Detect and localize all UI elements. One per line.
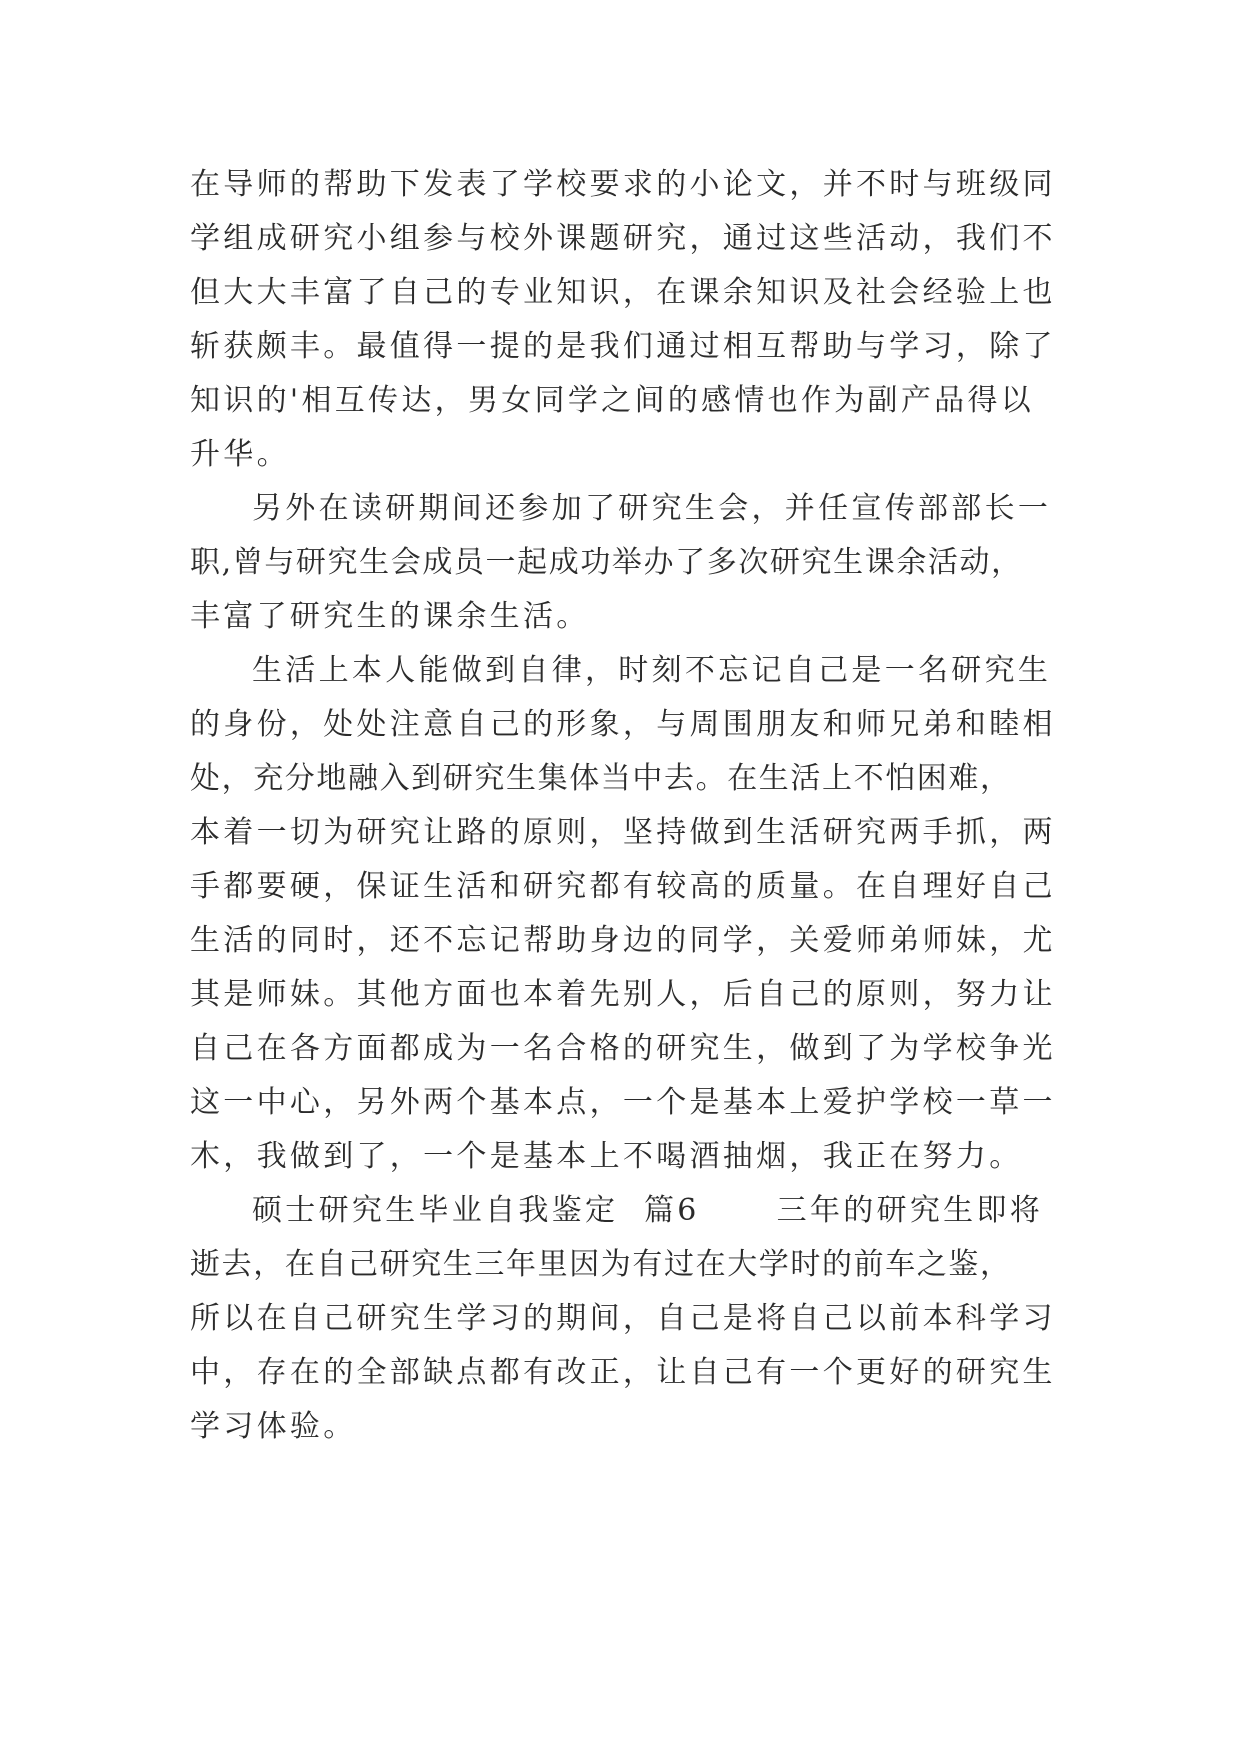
text-line: 的身份，处处注意自己的形象，与周围朋友和师兄弟和睦相 <box>190 707 1056 742</box>
text-line: 木，我做到了，一个是基本上不喝酒抽烟，我正在努力。 <box>190 1139 1023 1174</box>
text-line: 所以在自己研究生学习的期间，自己是将自己以前本科学习 <box>190 1301 1056 1336</box>
text-line: 本着一切为研究让路的原则，坚持做到生活研究两手抓，两 <box>190 815 1056 850</box>
text-line: 丰富了研究生的课余生活。 <box>190 599 590 634</box>
paragraph-1 <box>190 158 1056 482</box>
text-line: 生活的同时，还不忘记帮助身边的同学，关爱师弟师妹，尤 <box>190 923 1056 958</box>
text-line: 学习体验。 <box>190 1409 357 1444</box>
paragraph-2 <box>190 482 1050 644</box>
text-line: 另外在读研期间还参加了研究生会，并任宣传部部长一 <box>252 491 1052 526</box>
text-line: 生活上本人能做到自律，时刻不忘记自己是一名研究生 <box>252 653 1052 688</box>
paragraph-4 <box>190 1184 1056 1454</box>
text-line: 手都要硬，保证生活和研究都有较高的质量。在自理好自己 <box>190 869 1056 904</box>
text-line: 学组成研究小组参与校外课题研究，通过这些活动，我们不 <box>190 221 1056 256</box>
text-line: 在导师的帮助下发表了学校要求的小论文，并不时与班级同 <box>190 167 1056 202</box>
text-line: 中，存在的全部缺点都有改正，让自己有一个更好的研究生 <box>190 1355 1056 1390</box>
text-line: 知识的'相互传达，男女同学之间的感情也作为副产品得以 <box>190 383 1035 418</box>
text-line: 但大大丰富了自己的专业知识，在课余知识及社会经验上也 <box>190 275 1056 310</box>
text-line: 处，充分地融入到研究生集体当中去。在生活上不怕困难， <box>190 761 1012 796</box>
text-line: 升华。 <box>190 437 290 472</box>
text-line: 其是师妹。其他方面也本着先别人，后自己的原则，努力让 <box>190 977 1056 1012</box>
text-line: 硕士研究生毕业自我鉴定 篇6 三年的研究生即将 <box>252 1193 1044 1228</box>
text-line: 职,曾与研究生会成员一起成功举办了多次研究生课余活动， <box>190 545 1023 580</box>
paragraph-3 <box>190 644 1056 1184</box>
text-line: 逝去，在自己研究生三年里因为有过在大学时的前车之鉴， <box>190 1247 1012 1282</box>
text-line: 自己在各方面都成为一名合格的研究生，做到了为学校争光 <box>190 1031 1056 1066</box>
text-line: 这一中心，另外两个基本点，一个是基本上爱护学校一草一 <box>190 1085 1056 1120</box>
document-body <box>190 158 1056 1454</box>
text-line: 斩获颇丰。最值得一提的是我们通过相互帮助与学习，除了 <box>190 329 1056 364</box>
